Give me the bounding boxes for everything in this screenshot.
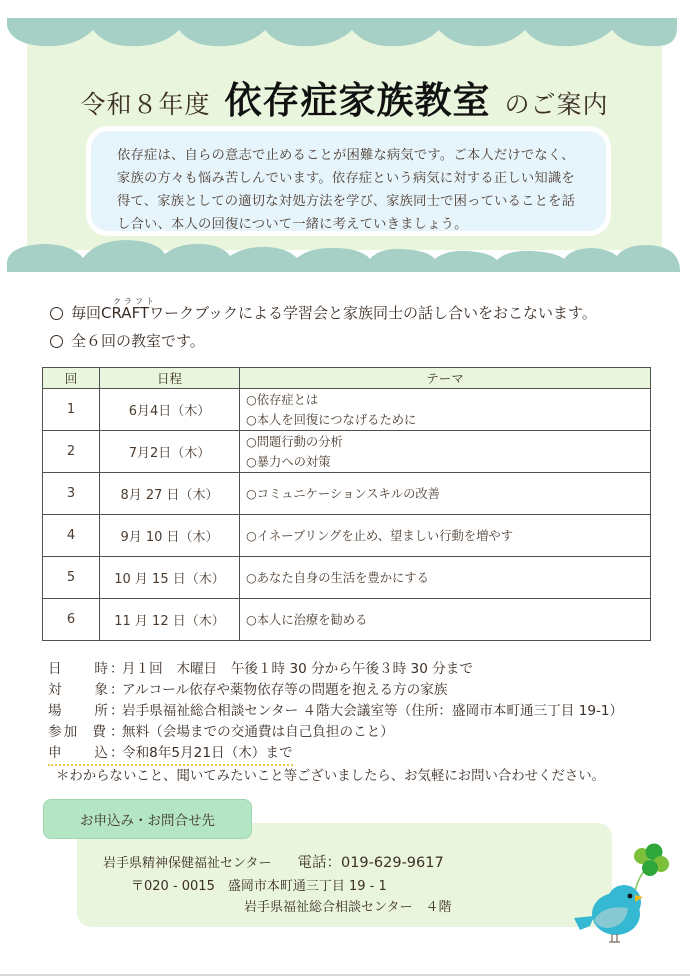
session-date: 10 月 15 日（木） (100, 557, 240, 599)
session-date: 8月 27 日（木） (100, 473, 240, 515)
session-theme: ○依存症とは ○本人を回復につなげるために (240, 389, 651, 431)
detail-value: 無料（会場までの交通費は自己負担のこと） (122, 724, 394, 740)
contact-address: 〒020 - 0015 盛岡市本町通三丁目 19 - 1 (131, 879, 387, 894)
contact-building: 岩手県福祉総合相談センター ４階 (244, 900, 452, 915)
circle-bullet-icon (50, 307, 63, 320)
session-no: 3 (43, 473, 100, 515)
session-no: 4 (43, 515, 100, 557)
bullet-item (50, 328, 670, 354)
deadline-highlight: 申 込 ： 令和8年5月21日（木）まで (48, 743, 293, 766)
title-prefix: 令和８年度 (80, 90, 211, 119)
session-date: 9月 10 日（木） (100, 515, 240, 557)
detail-value: 岩手県福祉総合相談センター ４階大会議室等（住所：盛岡市本町通三丁目 19-1） (122, 703, 624, 719)
session-theme: ○コミュニケーションスキルの改善 (240, 473, 651, 515)
detail-location: 場 所 ： 岩手県福祉総合相談センター ４階大会議室等（住所：盛岡市本町通三丁目 19-1） (48, 701, 668, 722)
session-no: 6 (43, 599, 100, 641)
session-no: 5 (43, 557, 100, 599)
header-theme: テーマ (240, 368, 651, 389)
detail-deadline (48, 743, 668, 766)
detail-label: 対 象 (48, 682, 108, 698)
detail-label: 場 所 (48, 703, 108, 719)
table-row (43, 599, 651, 641)
page-title (27, 70, 662, 120)
title-main: 依存症家族教室 (224, 79, 491, 122)
header-session-no: 回 (43, 368, 100, 389)
table-row (43, 389, 651, 431)
session-date: 6月4日（木） (100, 389, 240, 431)
table-header-row (43, 368, 651, 389)
bullet-text: 全６回の教室です。 (71, 332, 205, 350)
scalloped-awning-top (7, 18, 677, 50)
table-row (43, 515, 651, 557)
circle-bullet-icon (50, 335, 63, 348)
ruby-annotation: クラフト (113, 297, 157, 306)
bullet-text: クラフト 毎回CRAFTワークブックによる学習会と家族同士の話し合いをおこないます。 (71, 300, 597, 326)
contact-org-line (103, 851, 444, 872)
session-theme: ○あなた自身の生活を豊かにする (240, 557, 651, 599)
bird-with-clover-icon (572, 838, 677, 943)
session-theme: ○本人に治療を勧める (240, 599, 651, 641)
table-row (43, 557, 651, 599)
session-theme: ○問題行動の分析 ○暴力への対策 (240, 431, 651, 473)
craft-term: CRAFT (101, 304, 150, 322)
header-date: 日程 (100, 368, 240, 389)
session-no: 2 (43, 431, 100, 473)
session-no: 1 (43, 389, 100, 431)
contact-tab (43, 799, 252, 839)
detail-value: 月１回 木曜日 午後１時 30 分から午後３時 30 分まで (122, 661, 473, 677)
schedule-table (42, 367, 651, 641)
session-date: 7月2日（木） (100, 431, 240, 473)
detail-target: 対 象 ： アルコール依存や薬物依存等の問題を抱える方の家族 (48, 680, 668, 701)
title-suffix: のご案内 (504, 90, 609, 119)
session-theme: ○イネーブリングを止め、望ましい行動を増やす (240, 515, 651, 557)
intro-box (86, 126, 611, 236)
bullet-list (50, 297, 670, 354)
scalloped-awning-bottom (7, 240, 682, 274)
inquiry-note: ＊わからないこと、聞いてみたいこと等ございましたら、お気軽にお問い合わせください。 (56, 769, 606, 784)
contact-tab-label: お申込み・お問合せ先 (80, 813, 215, 829)
detail-value: アルコール依存や薬物依存等の問題を抱える方の家族 (122, 682, 448, 698)
detail-label: 参加 費 (48, 724, 108, 740)
table-row (43, 431, 651, 473)
session-date: 11 月 12 日（木） (100, 599, 240, 641)
detail-label: 申 込 (48, 745, 108, 761)
contact-org: 岩手県精神保健福祉センター (103, 856, 272, 871)
intro-text: 依存症は、自らの意志で止めることが困難な病気です。ご本人だけでなく、家族の方々も悩み苦しんでいます。依存症という病気に対する正しい知識を得て、家族としての適切な対処方法を学び、家族同士で困っていることを話し合い、本人の回復について一緒に考えていきましょう。 (117, 148, 576, 232)
event-details (48, 659, 668, 788)
table-row (43, 473, 651, 515)
contact-phone: 電話：019-629-9617 (297, 855, 444, 871)
detail-fee: 参加 費 ： 無料（会場までの交通費は自己負担のこと） (48, 722, 668, 743)
bullet-item (50, 297, 670, 326)
detail-value: 令和8年5月21日（木）まで (122, 745, 293, 761)
detail-datetime: 日 時 ： 月１回 木曜日 午後１時 30 分から午後３時 30 分まで (48, 659, 668, 680)
detail-label: 日 時 (48, 661, 108, 677)
